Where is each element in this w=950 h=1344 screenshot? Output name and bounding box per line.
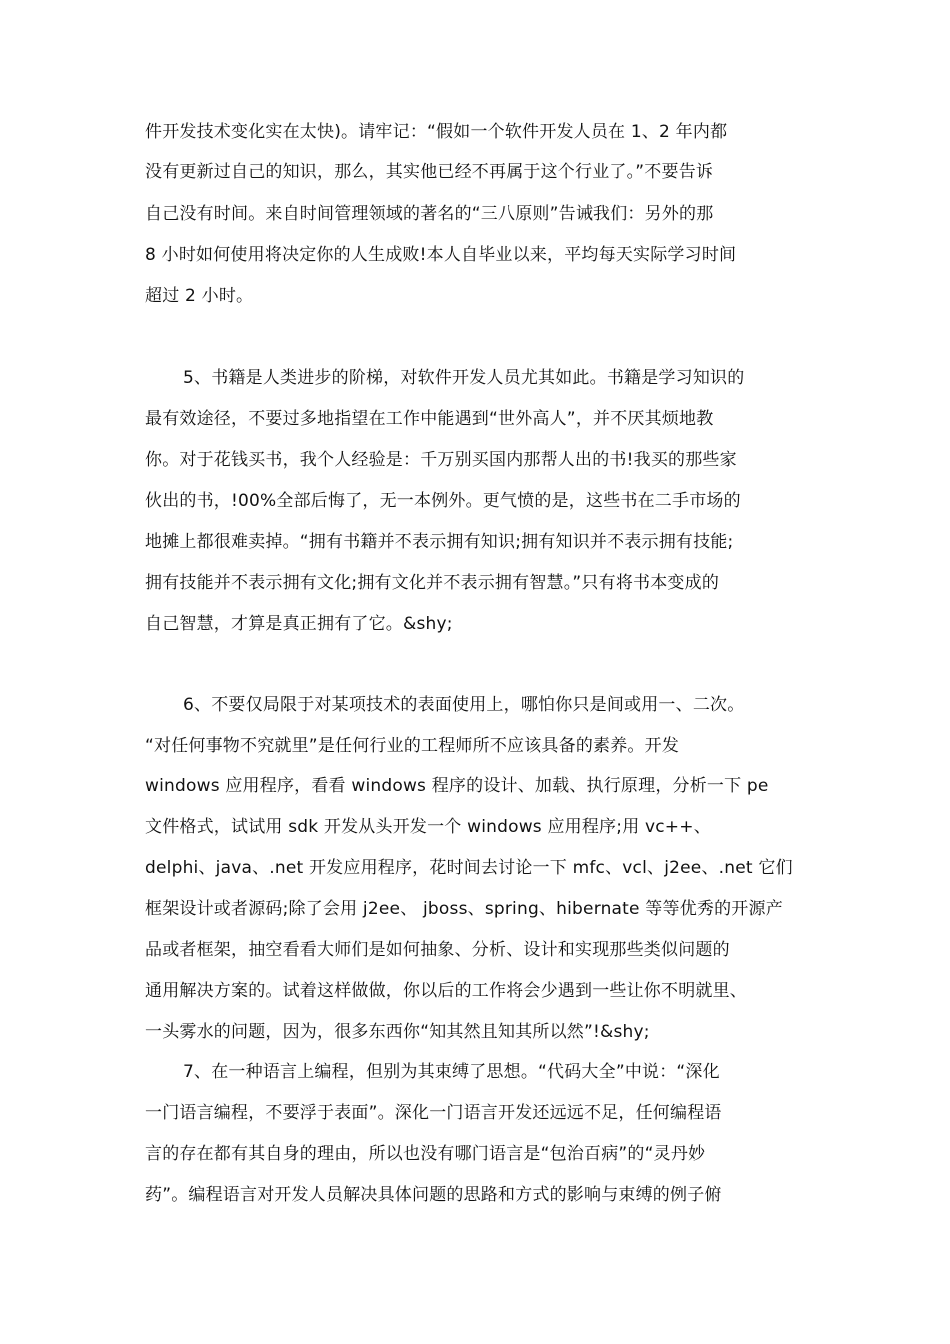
paragraph-5-start: 5、书籍是人类进步的阶梯，对软件开发人员尤其如此。书籍是学习知识的 bbox=[183, 368, 745, 388]
text-line: 框架设计或者源码;除了会用 j2ee、 jboss、spring、hibernate 等等优秀的开源产 bbox=[145, 899, 783, 919]
text-line: 伙出的书，!00%全部后悔了，无一本例外。更气愤的是，这些书在二手市场的 bbox=[145, 491, 741, 511]
paragraph-6-start: 6、不要仅局限于对某项技术的表面使用上，哪怕你只是间或用一、二次。 bbox=[183, 695, 745, 715]
text-line: 拥有技能并不表示拥有文化;拥有文化并不表示拥有智慧。”只有将书本变成的 bbox=[145, 573, 720, 593]
text-line: 通用解决方案的。试着这样做做，你以后的工作将会少遇到一些让你不明就里、 bbox=[145, 981, 747, 1001]
paragraph-7-start: 7、在一种语言上编程，但别为其束缚了思想。“代码大全”中说：“深化 bbox=[183, 1062, 720, 1082]
text-line: 你。对于花钱买书，我个人经验是：千万别买国内那帮人出的书!我买的那些家 bbox=[145, 450, 737, 470]
text-line: 没有更新过自己的知识，那么，其实他已经不再属于这个行业了。”不要告诉 bbox=[145, 162, 714, 182]
text-line: 一头雾水的问题，因为，很多东西你“知其然且知其所以然”!&shy; bbox=[145, 1022, 650, 1042]
text-line: 言的存在都有其自身的理由，所以也没有哪门语言是“包治百病”的“灵丹妙 bbox=[145, 1144, 706, 1164]
text-line: 超过 2 小时。 bbox=[145, 286, 254, 306]
text-line: 药”。编程语言对开发人员解决具体问题的思路和方式的影响与束缚的例子俯 bbox=[145, 1185, 722, 1205]
text-line: 自己没有时间。来自时间管理领域的著名的“三八原则”告诫我们：另外的那 bbox=[145, 204, 714, 224]
text-line: 最有效途径，不要过多地指望在工作中能遇到“世外高人”，并不厌其烦地教 bbox=[145, 409, 714, 429]
text-line: delphi、java、.net 开发应用程序，花时间去讨论一下 mfc、vcl、j2ee、.net 它们 bbox=[145, 858, 793, 878]
text-line: 件开发技术变化实在太快)。请牢记：“假如一个软件开发人员在 1、2 年内都 bbox=[145, 122, 728, 142]
text-line: 一门语言编程，不要浮于表面”。深化一门语言开发还远远不足，任何编程语 bbox=[145, 1103, 722, 1123]
text-line: 自己智慧，才算是真正拥有了它。&shy; bbox=[145, 614, 453, 634]
text-line: 文件格式，试试用 sdk 开发从头开发一个 windows 应用程序;用 vc++、 bbox=[145, 817, 711, 837]
text-line: 8 小时如何使用将决定你的人生成败!本人自毕业以来，平均每天实际学习时间 bbox=[145, 245, 737, 265]
text-line: 地摊上都很难卖掉。“拥有书籍并不表示拥有知识;拥有知识并不表示拥有技能; bbox=[145, 532, 734, 552]
text-line: “对任何事物不究就里”是任何行业的工程师所不应该具备的素养。开发 bbox=[145, 736, 680, 756]
text-line: 品或者框架，抽空看看大师们是如何抽象、分析、设计和实现那些类似问题的 bbox=[145, 940, 730, 960]
text-line: windows 应用程序，看看 windows 程序的设计、加载、执行原理，分析一下 pe bbox=[145, 776, 769, 796]
